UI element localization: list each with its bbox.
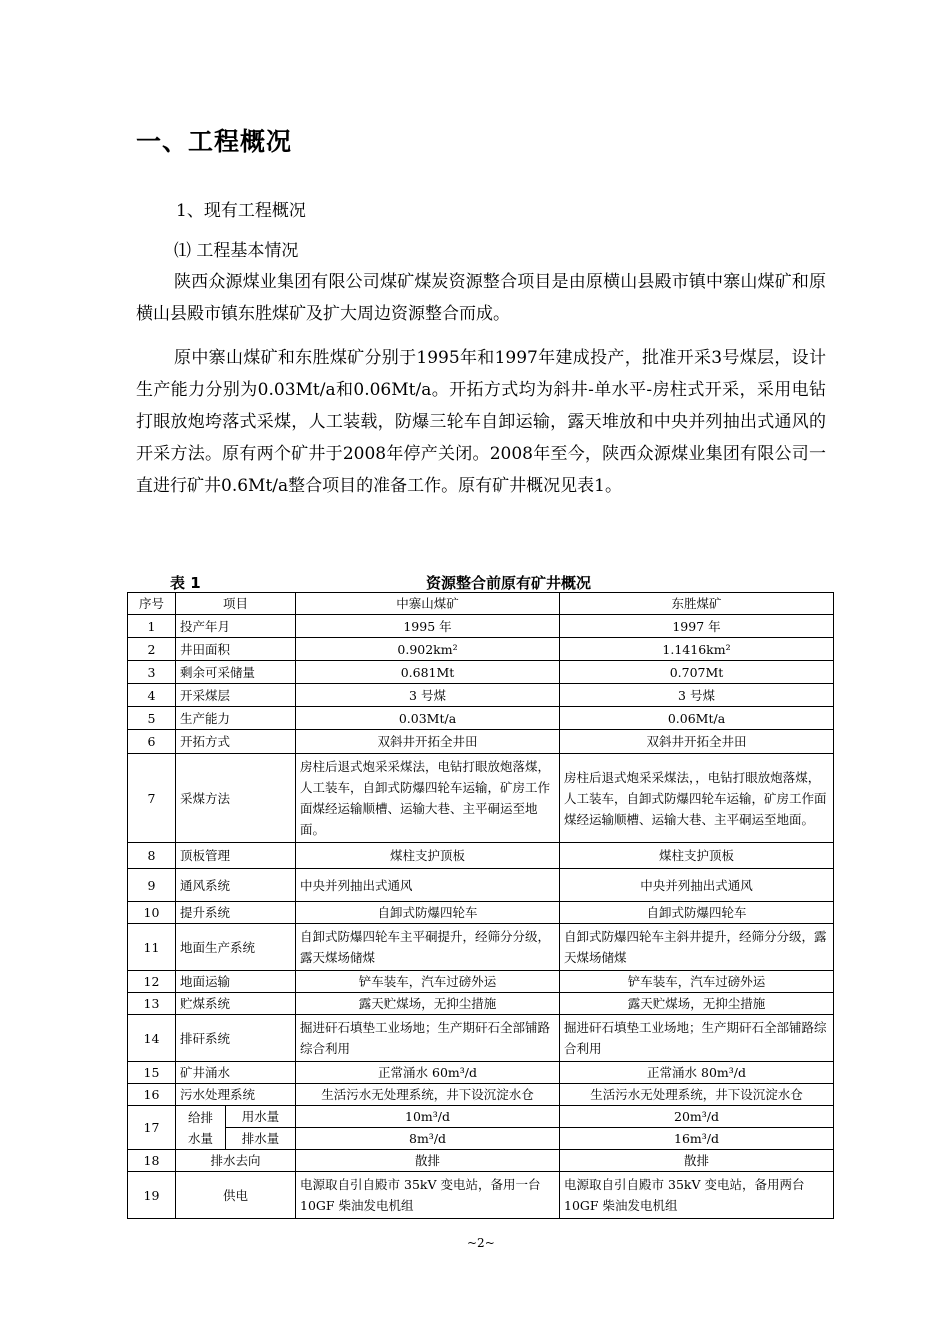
table-header-row	[128, 593, 834, 615]
row-item: 贮煤系统	[176, 993, 296, 1015]
cell-dongsheng: 中央并列抽出式通风	[560, 869, 834, 902]
group-line-2: 水量	[187, 1130, 213, 1146]
header-mine-b: 东胜煤矿	[560, 593, 834, 615]
row-item: 排水量	[226, 1128, 296, 1150]
group-line-1: 给排	[187, 1109, 213, 1125]
table-row	[128, 1128, 834, 1150]
cell-zhongzhaishan: 正常涌水 60m³/d	[296, 1062, 560, 1084]
page-number: ~2~	[467, 1236, 495, 1250]
table-row	[128, 754, 834, 843]
table-row	[128, 707, 834, 730]
section-heading: 1、现有工程概况	[176, 201, 306, 221]
row-item: 矿井涌水	[176, 1062, 296, 1084]
cell-dongsheng: 煤柱支护顶板	[560, 843, 834, 869]
cell-zhongzhaishan: 自卸式防爆四轮车主平硐提升，经筛分分级，露天煤场储煤	[296, 924, 560, 971]
cell-dongsheng: 铲车装车，汽车过磅外运	[560, 971, 834, 993]
table-row	[128, 661, 834, 684]
table-row	[128, 615, 834, 638]
cell-zhongzhaishan: 8m³/d	[296, 1128, 560, 1150]
table-row	[128, 1150, 834, 1172]
cell-dongsheng: 自卸式防爆四轮车	[560, 902, 834, 924]
row-item: 采煤方法	[176, 754, 296, 843]
cell-dongsheng: 正常涌水 80m³/d	[560, 1062, 834, 1084]
table-row	[128, 843, 834, 869]
cell-dongsheng: 20m³/d	[560, 1106, 834, 1128]
row-item: 排水去向	[176, 1150, 296, 1172]
row-number: 15	[128, 1062, 176, 1084]
row-item: 通风系统	[176, 869, 296, 902]
chapter-heading: 一、工程概况	[136, 127, 293, 156]
table-row	[128, 924, 834, 971]
cell-zhongzhaishan: 0.681Mt	[296, 661, 560, 684]
row-group-label	[176, 1106, 226, 1150]
row-number: 16	[128, 1084, 176, 1106]
cell-dongsheng: 电源取自引自殿市 35kV 变电站，备用两台 10GF 柴油发电机组	[560, 1172, 834, 1219]
row-item: 投产年月	[176, 615, 296, 638]
table-row	[128, 730, 834, 754]
row-item: 开拓方式	[176, 730, 296, 754]
table-row	[128, 1084, 834, 1106]
cell-dongsheng: 1997 年	[560, 615, 834, 638]
mine-overview-table	[127, 592, 834, 1219]
row-number: 10	[128, 902, 176, 924]
cell-zhongzhaishan: 10m³/d	[296, 1106, 560, 1128]
table-title: 资源整合前原有矿井概况	[426, 574, 592, 592]
cell-dongsheng: 生活污水无处理系统，井下设沉淀水仓	[560, 1084, 834, 1106]
paragraph-1: 陕西众源煤业集团有限公司煤矿煤炭资源整合项目是由原横山县殿市镇中寨山煤矿和原横山县殿市镇东胜煤矿及扩大周边资源整合而成。	[136, 272, 826, 324]
header-no: 序号	[128, 593, 176, 615]
row-item: 生产能力	[176, 707, 296, 730]
cell-dongsheng: 散排	[560, 1150, 834, 1172]
cell-dongsheng: 掘进矸石填垫工业场地；生产期矸石全部铺路综合利用	[560, 1015, 834, 1062]
cell-zhongzhaishan: 1995 年	[296, 615, 560, 638]
cell-dongsheng: 双斜井开拓全井田	[560, 730, 834, 754]
row-number: 12	[128, 971, 176, 993]
row-number: 19	[128, 1172, 176, 1219]
row-number: 7	[128, 754, 176, 843]
paragraph-2: 原中寨山煤矿和东胜煤矿分别于1995年和1997年建成投产，批准开采3号煤层，设计生产能力分别为0.03Mt/a和0.06Mt/a。开拓方式均为斜井-单水平-房柱式开采，采用电钻打眼放炮垮落式采煤，人工装载，防爆三轮车自卸运输，露天堆放和中央并列抽出式通风的开采方法。原有两个矿井于2008年停产关闭。2008年至今，陕西众源煤业集团有限公司一直进行矿井0.6Mt/a整合项目的准备工作。原有矿井概况见表1。	[136, 348, 826, 496]
cell-dongsheng: 1.1416km²	[560, 638, 834, 661]
cell-zhongzhaishan: 铲车装车，汽车过磅外运	[296, 971, 560, 993]
row-item: 地面运输	[176, 971, 296, 993]
row-item: 污水处理系统	[176, 1084, 296, 1106]
row-item: 开采煤层	[176, 684, 296, 707]
row-item: 剩余可采储量	[176, 661, 296, 684]
table-row	[128, 1106, 834, 1128]
row-item: 井田面积	[176, 638, 296, 661]
table-row	[128, 902, 834, 924]
cell-zhongzhaishan: 电源取自引自殿市 35kV 变电站，备用一台 10GF 柴油发电机组	[296, 1172, 560, 1219]
table-row	[128, 971, 834, 993]
header-item: 项目	[176, 593, 296, 615]
table-row	[128, 1015, 834, 1062]
table-row	[128, 869, 834, 902]
cell-zhongzhaishan: 掘进矸石填垫工业场地；生产期矸石全部铺路综合利用	[296, 1015, 560, 1062]
cell-zhongzhaishan: 中央并列抽出式通风	[296, 869, 560, 902]
row-item: 供电	[176, 1172, 296, 1219]
cell-zhongzhaishan: 生活污水无处理系统，井下设沉淀水仓	[296, 1084, 560, 1106]
table-body	[128, 593, 834, 1219]
row-number: 6	[128, 730, 176, 754]
cell-zhongzhaishan: 散排	[296, 1150, 560, 1172]
row-number: 13	[128, 993, 176, 1015]
subsection-heading: ⑴ 工程基本情况	[174, 241, 299, 261]
row-number: 2	[128, 638, 176, 661]
cell-zhongzhaishan: 0.902km²	[296, 638, 560, 661]
header-mine-a: 中寨山煤矿	[296, 593, 560, 615]
cell-dongsheng: 16m³/d	[560, 1128, 834, 1150]
cell-zhongzhaishan: 自卸式防爆四轮车	[296, 902, 560, 924]
table-row	[128, 1172, 834, 1219]
cell-zhongzhaishan: 3 号煤	[296, 684, 560, 707]
cell-zhongzhaishan: 0.03Mt/a	[296, 707, 560, 730]
cell-zhongzhaishan: 露天贮煤场，无抑尘措施	[296, 993, 560, 1015]
row-number: 1	[128, 615, 176, 638]
row-item: 顶板管理	[176, 843, 296, 869]
row-number: 9	[128, 869, 176, 902]
row-item: 地面生产系统	[176, 924, 296, 971]
row-number: 4	[128, 684, 176, 707]
row-number: 14	[128, 1015, 176, 1062]
cell-zhongzhaishan: 双斜井开拓全井田	[296, 730, 560, 754]
table-row	[128, 684, 834, 707]
table-row	[128, 638, 834, 661]
row-item: 用水量	[226, 1106, 296, 1128]
cell-dongsheng: 自卸式防爆四轮车主斜井提升，经筛分分级，露天煤场储煤	[560, 924, 834, 971]
row-number: 18	[128, 1150, 176, 1172]
table-label: 表 1	[170, 574, 201, 592]
cell-zhongzhaishan: 煤柱支护顶板	[296, 843, 560, 869]
cell-dongsheng: 3 号煤	[560, 684, 834, 707]
cell-dongsheng: 0.06Mt/a	[560, 707, 834, 730]
cell-dongsheng: 露天贮煤场，无抑尘措施	[560, 993, 834, 1015]
cell-dongsheng: 房柱后退式炮采采煤法，，电钻打眼放炮落煤，人工装车，自卸式防爆四轮车运输，矿房工作面煤经运输顺槽、运输大巷、主平硐运至地面。	[560, 754, 834, 843]
row-item: 排矸系统	[176, 1015, 296, 1062]
row-number: 5	[128, 707, 176, 730]
row-number: 11	[128, 924, 176, 971]
row-number: 17	[128, 1106, 176, 1150]
row-number: 8	[128, 843, 176, 869]
row-item: 提升系统	[176, 902, 296, 924]
cell-dongsheng: 0.707Mt	[560, 661, 834, 684]
row-number: 3	[128, 661, 176, 684]
table-row	[128, 993, 834, 1015]
cell-zhongzhaishan: 房柱后退式炮采采煤法，电钻打眼放炮落煤，人工装车，自卸式防爆四轮车运输，矿房工作面煤经运输顺槽、运输大巷、主平硐运至地面。	[296, 754, 560, 843]
table-row	[128, 1062, 834, 1084]
